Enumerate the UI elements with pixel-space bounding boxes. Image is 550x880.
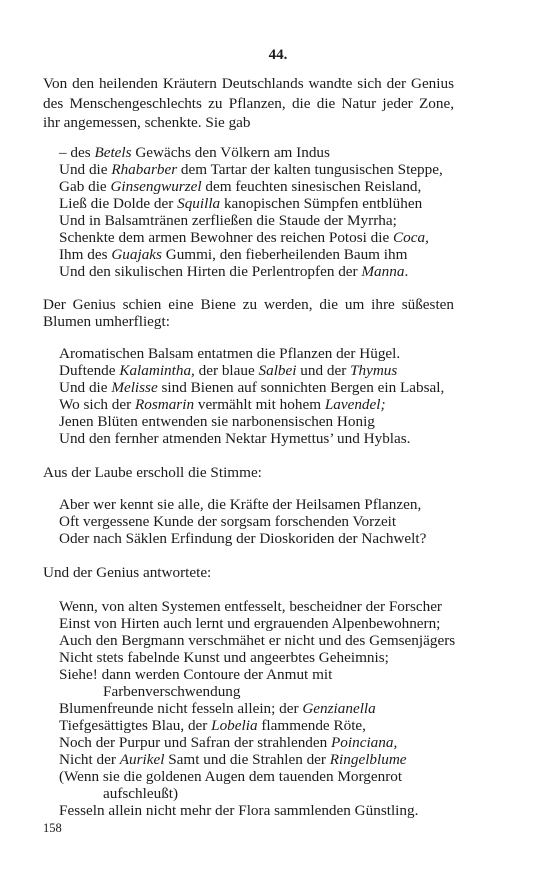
verse-line: Tiefgesättigtes Blau, der Lobelia flammende Röte,: [59, 717, 366, 734]
verse-line: Noch der Purpur und Safran der strahlenden Poinciana,: [59, 734, 398, 751]
verse-line: aufschleußt): [103, 785, 179, 802]
prose-line: ihr angemessen, schenkte. Sie gab: [43, 114, 251, 131]
verse-line: (Wenn sie die goldenen Augen dem tauenden Morgenrot: [59, 768, 403, 785]
verse-line: Oft vergessene Kunde der sorgsam forschenden Vorzeit: [59, 513, 397, 530]
verse-line: – des Betels Gewächs den Völkern am Indus: [59, 144, 330, 161]
prose-line: Und der Genius antwortete:: [43, 564, 212, 581]
verse-line: Nicht der Aurikel Samt und die Strahlen der Ringelblume: [59, 751, 407, 768]
section-number: 44.: [268, 47, 288, 63]
verse-line: Einst von Hirten auch lernt und ergrauenden Alpenbewohnern;: [59, 615, 441, 632]
verse-line: Aromatischen Balsam entatmen die Pflanzen der Hügel.: [59, 345, 401, 362]
verse-line: Und den fernher atmenden Nektar Hymettus’ und Hyblas.: [59, 430, 411, 447]
verse-line: Schenkte dem armen Bewohner des reichen Potosi die Coca,: [59, 229, 429, 246]
verse-line: Farbenverschwendung: [103, 683, 241, 700]
verse-line: Duftende Kalamintha, der blaue Salbei und der Thymus: [59, 362, 398, 379]
verse-line: Wo sich der Rosmarin vermählt mit hohem Lavendel;: [59, 396, 386, 413]
verse-line: Blumenfreunde nicht fesseln allein; der Genzianella: [59, 700, 376, 717]
verse-line: Wenn, von alten Systemen entfesselt, bescheidner der Forscher: [59, 598, 442, 615]
verse-line: Ließ die Dolde der Squilla kanopischen Sümpfen entblühen: [59, 195, 423, 212]
prose-line: Blumen umherfliegt:: [43, 313, 170, 330]
verse-line: Nicht stets fabelnde Kunst und angeerbtes Geheimnis;: [59, 649, 389, 666]
verse-line: Und in Balsamtränen zerfließen die Staude der Myrrha;: [59, 212, 397, 229]
prose-line: Der Genius schien eine Biene zu werden, die um ihre süßesten: [43, 296, 454, 313]
verse-line: Und die Melisse sind Bienen auf sonnichten Bergen ein Labsal,: [59, 379, 445, 396]
verse-line: Aber wer kennt sie alle, die Kräfte der Heilsamen Pflanzen,: [59, 496, 422, 513]
verse-line: Auch den Bergmann verschmähet er nicht und des Gemsenjägers: [59, 632, 456, 649]
verse-line: Jenen Blüten entwenden sie narbonensischen Honig: [59, 413, 375, 430]
verse-line: Und die Rhabarber dem Tartar der kalten tungusischen Steppe,: [59, 161, 443, 178]
verse-line: Ihm des Guajaks Gummi, den fieberheilenden Baum ihm: [59, 246, 408, 263]
verse-line: Gab die Ginsengwurzel dem feuchten sinesischen Reisland,: [59, 178, 422, 195]
prose-line: Aus der Laube erscholl die Stimme:: [43, 464, 262, 481]
prose-line: des Menschengeschlechts zu Pflanzen, die die Natur jeder Zone,: [43, 95, 454, 112]
verse-line: Siehe! dann werden Contoure der Anmut mit: [59, 666, 333, 683]
verse-line: Fesseln allein nicht mehr der Flora sammlenden Günstling.: [59, 802, 419, 819]
prose-line: Von den heilenden Kräutern Deutschlands wandte sich der Genius: [43, 75, 454, 92]
verse-line: Und den sikulischen Hirten die Perlentropfen der Manna.: [59, 263, 409, 280]
verse-line: Oder nach Säklen Erfindung der Dioskoriden der Nachwelt?: [59, 530, 427, 547]
page-number: 158: [43, 821, 62, 835]
